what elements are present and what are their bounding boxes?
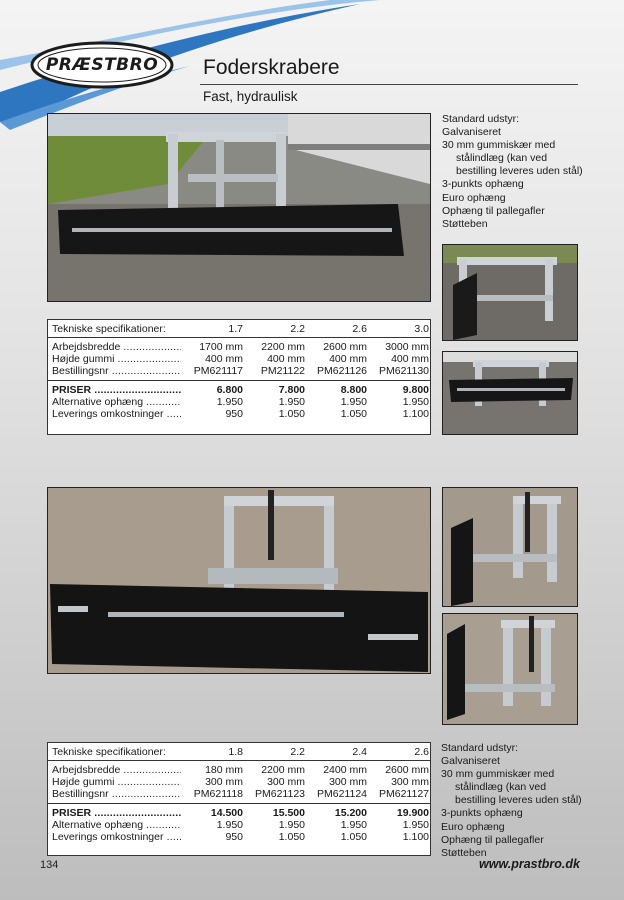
spec-value: PM621123 — [254, 788, 305, 800]
product-photo-main-1 — [47, 113, 431, 302]
spec-header-label: Tekniske specifikationer: — [52, 323, 166, 335]
spec-label: Bestillingsnr ..... — [48, 365, 181, 377]
price-value: 1.050 — [278, 408, 305, 420]
spec-value: 2600 mm — [385, 764, 429, 776]
std-item: Standard udstyr: — [441, 742, 519, 754]
std-item: 3-punkts ophæng — [441, 807, 523, 820]
price-row — [48, 396, 430, 408]
model-label: 2.6 — [352, 323, 367, 335]
price-value: 19.900 — [396, 807, 429, 819]
price-value: 1.100 — [402, 408, 429, 420]
spec-value: 400 mm — [329, 353, 367, 365]
price-value: 1.050 — [278, 831, 305, 843]
std-item: 30 mm gummiskær med — [441, 768, 555, 781]
std-item: bestilling leveres uden stål) — [455, 794, 582, 807]
price-value: 15.200 — [334, 807, 367, 819]
price-value: 8.800 — [340, 384, 367, 396]
std-item: Standard udstyr: — [442, 113, 520, 125]
price-value: 1.950 — [216, 819, 243, 831]
spec-label: Bestillingsnr ..... — [48, 788, 181, 800]
spec-value: 2600 mm — [323, 341, 367, 353]
spec-value: PM621118 — [193, 788, 243, 800]
price-value: 950 — [225, 408, 243, 420]
product-photo-main-2 — [47, 487, 431, 674]
std-item: Ophæng til pallegafler — [441, 833, 544, 846]
spec-value: 2400 mm — [323, 764, 367, 776]
price-value: 1.050 — [340, 831, 367, 843]
spec-value: 300 mm — [391, 776, 429, 788]
spec-row — [48, 761, 430, 776]
model-label: 2.4 — [352, 746, 367, 758]
spec-value: PM621124 — [316, 788, 367, 800]
price-value: 1.950 — [402, 819, 429, 831]
std-item: 30 mm gummiskær med — [442, 139, 556, 152]
std-item: Ophæng til pallegafler — [442, 204, 545, 217]
standard-equipment-list-1 — [442, 113, 583, 231]
price-value: 1.950 — [402, 396, 429, 408]
spec-label: Højde gummi ..... — [48, 353, 181, 365]
spec-value: 300 mm — [267, 776, 305, 788]
spec-value: PM621130 — [378, 365, 429, 377]
spec-row — [48, 776, 430, 788]
spec-value: 180 mm — [205, 764, 243, 776]
product-photo-side-1b — [442, 351, 578, 435]
spec-label: Højde gummi ..... — [48, 776, 181, 788]
product-photo-side-1a — [442, 244, 578, 341]
product-photo-side-2a — [442, 487, 578, 607]
page-title: Foderskrabere — [203, 56, 340, 79]
spec-header-label: Tekniske specifikationer: — [52, 746, 166, 758]
spec-row — [48, 788, 430, 800]
price-value: 6.800 — [216, 384, 243, 396]
price-value: 1.050 — [340, 408, 367, 420]
spec-value: PM621126 — [316, 365, 367, 377]
std-item: bestilling leveres uden stål) — [456, 165, 583, 178]
price-value: 1.950 — [216, 396, 243, 408]
spec-label: Arbejdsbredde ..... — [48, 341, 181, 353]
std-item: Støtteben — [441, 846, 487, 859]
price-label: Alternative ophæng ..... — [48, 396, 181, 408]
spec-row — [48, 353, 430, 365]
spec-row — [48, 365, 430, 377]
price-value: 950 — [225, 831, 243, 843]
product-photo-side-2b — [442, 613, 578, 725]
price-value: 1.100 — [402, 831, 429, 843]
website-link[interactable]: www.prastbro.dk — [479, 857, 580, 871]
page-subtitle: Fast, hydraulisk — [203, 89, 298, 104]
title-divider — [200, 84, 578, 85]
std-item: stålindlæg (kan ved — [455, 781, 547, 794]
price-row — [48, 408, 430, 420]
price-value: 1.950 — [278, 396, 305, 408]
spec-label: Arbejdsbredde ..... — [48, 764, 181, 776]
price-label: PRISER ..... — [48, 807, 181, 819]
price-value: 1.950 — [340, 396, 367, 408]
spec-value: 2200 mm — [261, 764, 305, 776]
price-value: 1.950 — [278, 819, 305, 831]
price-value: 1.950 — [340, 819, 367, 831]
spec-value: 400 mm — [391, 353, 429, 365]
price-label: PRISER ..... — [48, 384, 181, 396]
spec-value: PM621117 — [193, 365, 243, 377]
spec-value: 400 mm — [205, 353, 243, 365]
spec-table-1 — [47, 319, 431, 435]
std-item: Galvaniseret — [441, 755, 500, 768]
std-item: 3-punkts ophæng — [442, 178, 524, 191]
spec-value: 300 mm — [205, 776, 243, 788]
std-item: Støtteben — [442, 217, 488, 230]
spec-row — [48, 338, 430, 353]
price-value: 7.800 — [278, 384, 305, 396]
model-label: 1.7 — [228, 323, 243, 335]
std-item: Euro ophæng — [441, 820, 505, 833]
spec-value: 400 mm — [267, 353, 305, 365]
spec-header-row — [48, 743, 430, 761]
price-row — [48, 819, 430, 831]
spec-value: 300 mm — [329, 776, 367, 788]
spec-value: 2200 mm — [261, 341, 305, 353]
model-label: 2.2 — [290, 323, 305, 335]
spec-value: PM21122 — [260, 365, 305, 377]
price-label: Leverings omkostninger ..... — [48, 408, 181, 420]
model-label: 1.8 — [228, 746, 243, 758]
price-label: Alternative ophæng ..... — [48, 819, 181, 831]
model-label: 3.0 — [414, 323, 429, 335]
price-row — [48, 803, 430, 819]
model-label: 2.2 — [290, 746, 305, 758]
std-item: stålindlæg (kan ved — [456, 152, 548, 165]
brand-logo — [28, 38, 176, 92]
model-label: 2.6 — [414, 746, 429, 758]
standard-equipment-list-2 — [441, 742, 582, 860]
spec-table-2 — [47, 742, 431, 856]
price-value: 15.500 — [272, 807, 305, 819]
std-item: Euro ophæng — [442, 191, 506, 204]
price-label: Leverings omkostninger ..... — [48, 831, 181, 843]
spec-value: PM621127 — [378, 788, 429, 800]
spec-header-row — [48, 320, 430, 338]
logo-text: PRÆSTBRO — [45, 55, 159, 75]
price-row — [48, 380, 430, 396]
std-item: Galvaniseret — [442, 126, 501, 139]
price-value: 9.800 — [402, 384, 429, 396]
spec-value: 3000 mm — [385, 341, 429, 353]
price-row — [48, 831, 430, 843]
page-number: 134 — [40, 859, 59, 871]
price-value: 14.500 — [210, 807, 243, 819]
spec-value: 1700 mm — [199, 341, 243, 353]
